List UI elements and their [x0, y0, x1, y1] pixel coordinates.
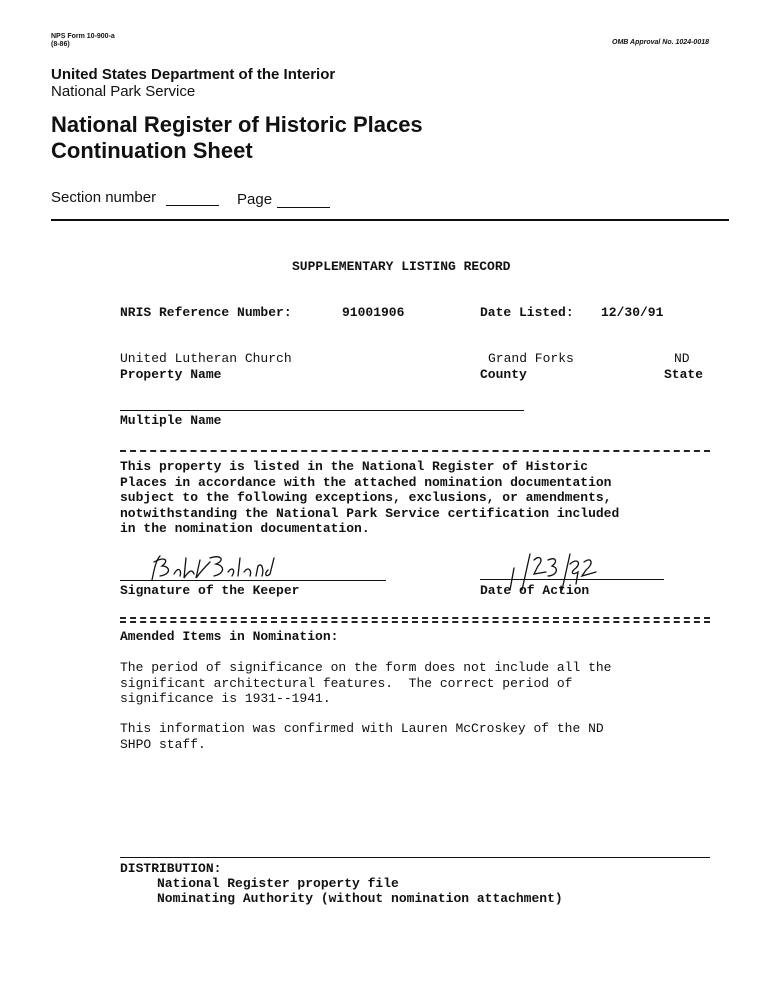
page-subtitle: Continuation Sheet: [51, 138, 253, 163]
distribution-divider: [120, 857, 710, 858]
date-listed-value: 12/30/91: [601, 305, 664, 320]
signature-label: Signature of the Keeper: [120, 583, 300, 598]
nris-label: NRIS Reference Number:: [120, 305, 292, 320]
statement-line: subject to the following exceptions, exclusions, or amendments,: [120, 490, 612, 505]
dashed-divider: [120, 450, 710, 452]
date-of-action-line: [480, 579, 664, 580]
double-dashed-divider: [120, 617, 710, 623]
date-of-action-label: Date of Action: [480, 583, 590, 598]
state-label: State: [664, 367, 704, 382]
section-number-label: Section number: [51, 189, 157, 206]
county-label: County: [480, 367, 527, 382]
nris-value: 91001906: [342, 305, 405, 320]
multiple-name-label: Multiple Name: [120, 413, 222, 428]
amendment-text: The period of significance on the form does not include all the: [120, 660, 612, 675]
distribution-item: Nominating Authority (without nomination attachment): [157, 891, 563, 906]
statement-line: in the nomination documentation.: [120, 521, 370, 536]
amendment-text: significant architectural features. The correct period of: [120, 676, 573, 691]
page-label: Page: [237, 191, 273, 208]
statement-line: notwithstanding the National Park Service certification included: [120, 506, 620, 521]
distribution-item: National Register property file: [157, 876, 399, 891]
form-number: NPS Form 10-900-a: [51, 33, 115, 40]
date-listed-label: Date Listed:: [480, 305, 574, 320]
state-value: ND: [674, 351, 690, 366]
amendment-text: significance is 1931--1941.: [120, 691, 331, 706]
distribution-heading: DISTRIBUTION:: [120, 861, 222, 876]
statement-line: This property is listed in the National Register of Historic: [120, 459, 589, 474]
property-name-label: Property Name: [120, 367, 222, 382]
page-blank: [277, 207, 330, 208]
header-divider: [51, 219, 729, 221]
amendment-text: SHPO staff.: [120, 737, 206, 752]
amendment-text: This information was confirmed with Lauren McCroskey of the ND: [120, 721, 604, 736]
record-heading: SUPPLEMENTARY LISTING RECORD: [292, 259, 511, 274]
service-name: National Park Service: [51, 83, 196, 100]
amended-items-heading: Amended Items in Nomination:: [120, 629, 339, 644]
county-value: Grand Forks: [488, 351, 574, 366]
department-name: United States Department of the Interior: [51, 66, 336, 83]
page-title: National Register of Historic Places: [51, 112, 423, 137]
statement-line: Places in accordance with the attached nomination documentation: [120, 475, 612, 490]
signature-line: [120, 580, 386, 581]
section-number-blank: [166, 205, 219, 206]
form-date: (8-86): [51, 41, 70, 48]
property-name-value: United Lutheran Church: [120, 351, 292, 366]
multiple-name-line: [120, 410, 524, 411]
omb-approval: OMB Approval No. 1024-0018: [612, 39, 709, 46]
